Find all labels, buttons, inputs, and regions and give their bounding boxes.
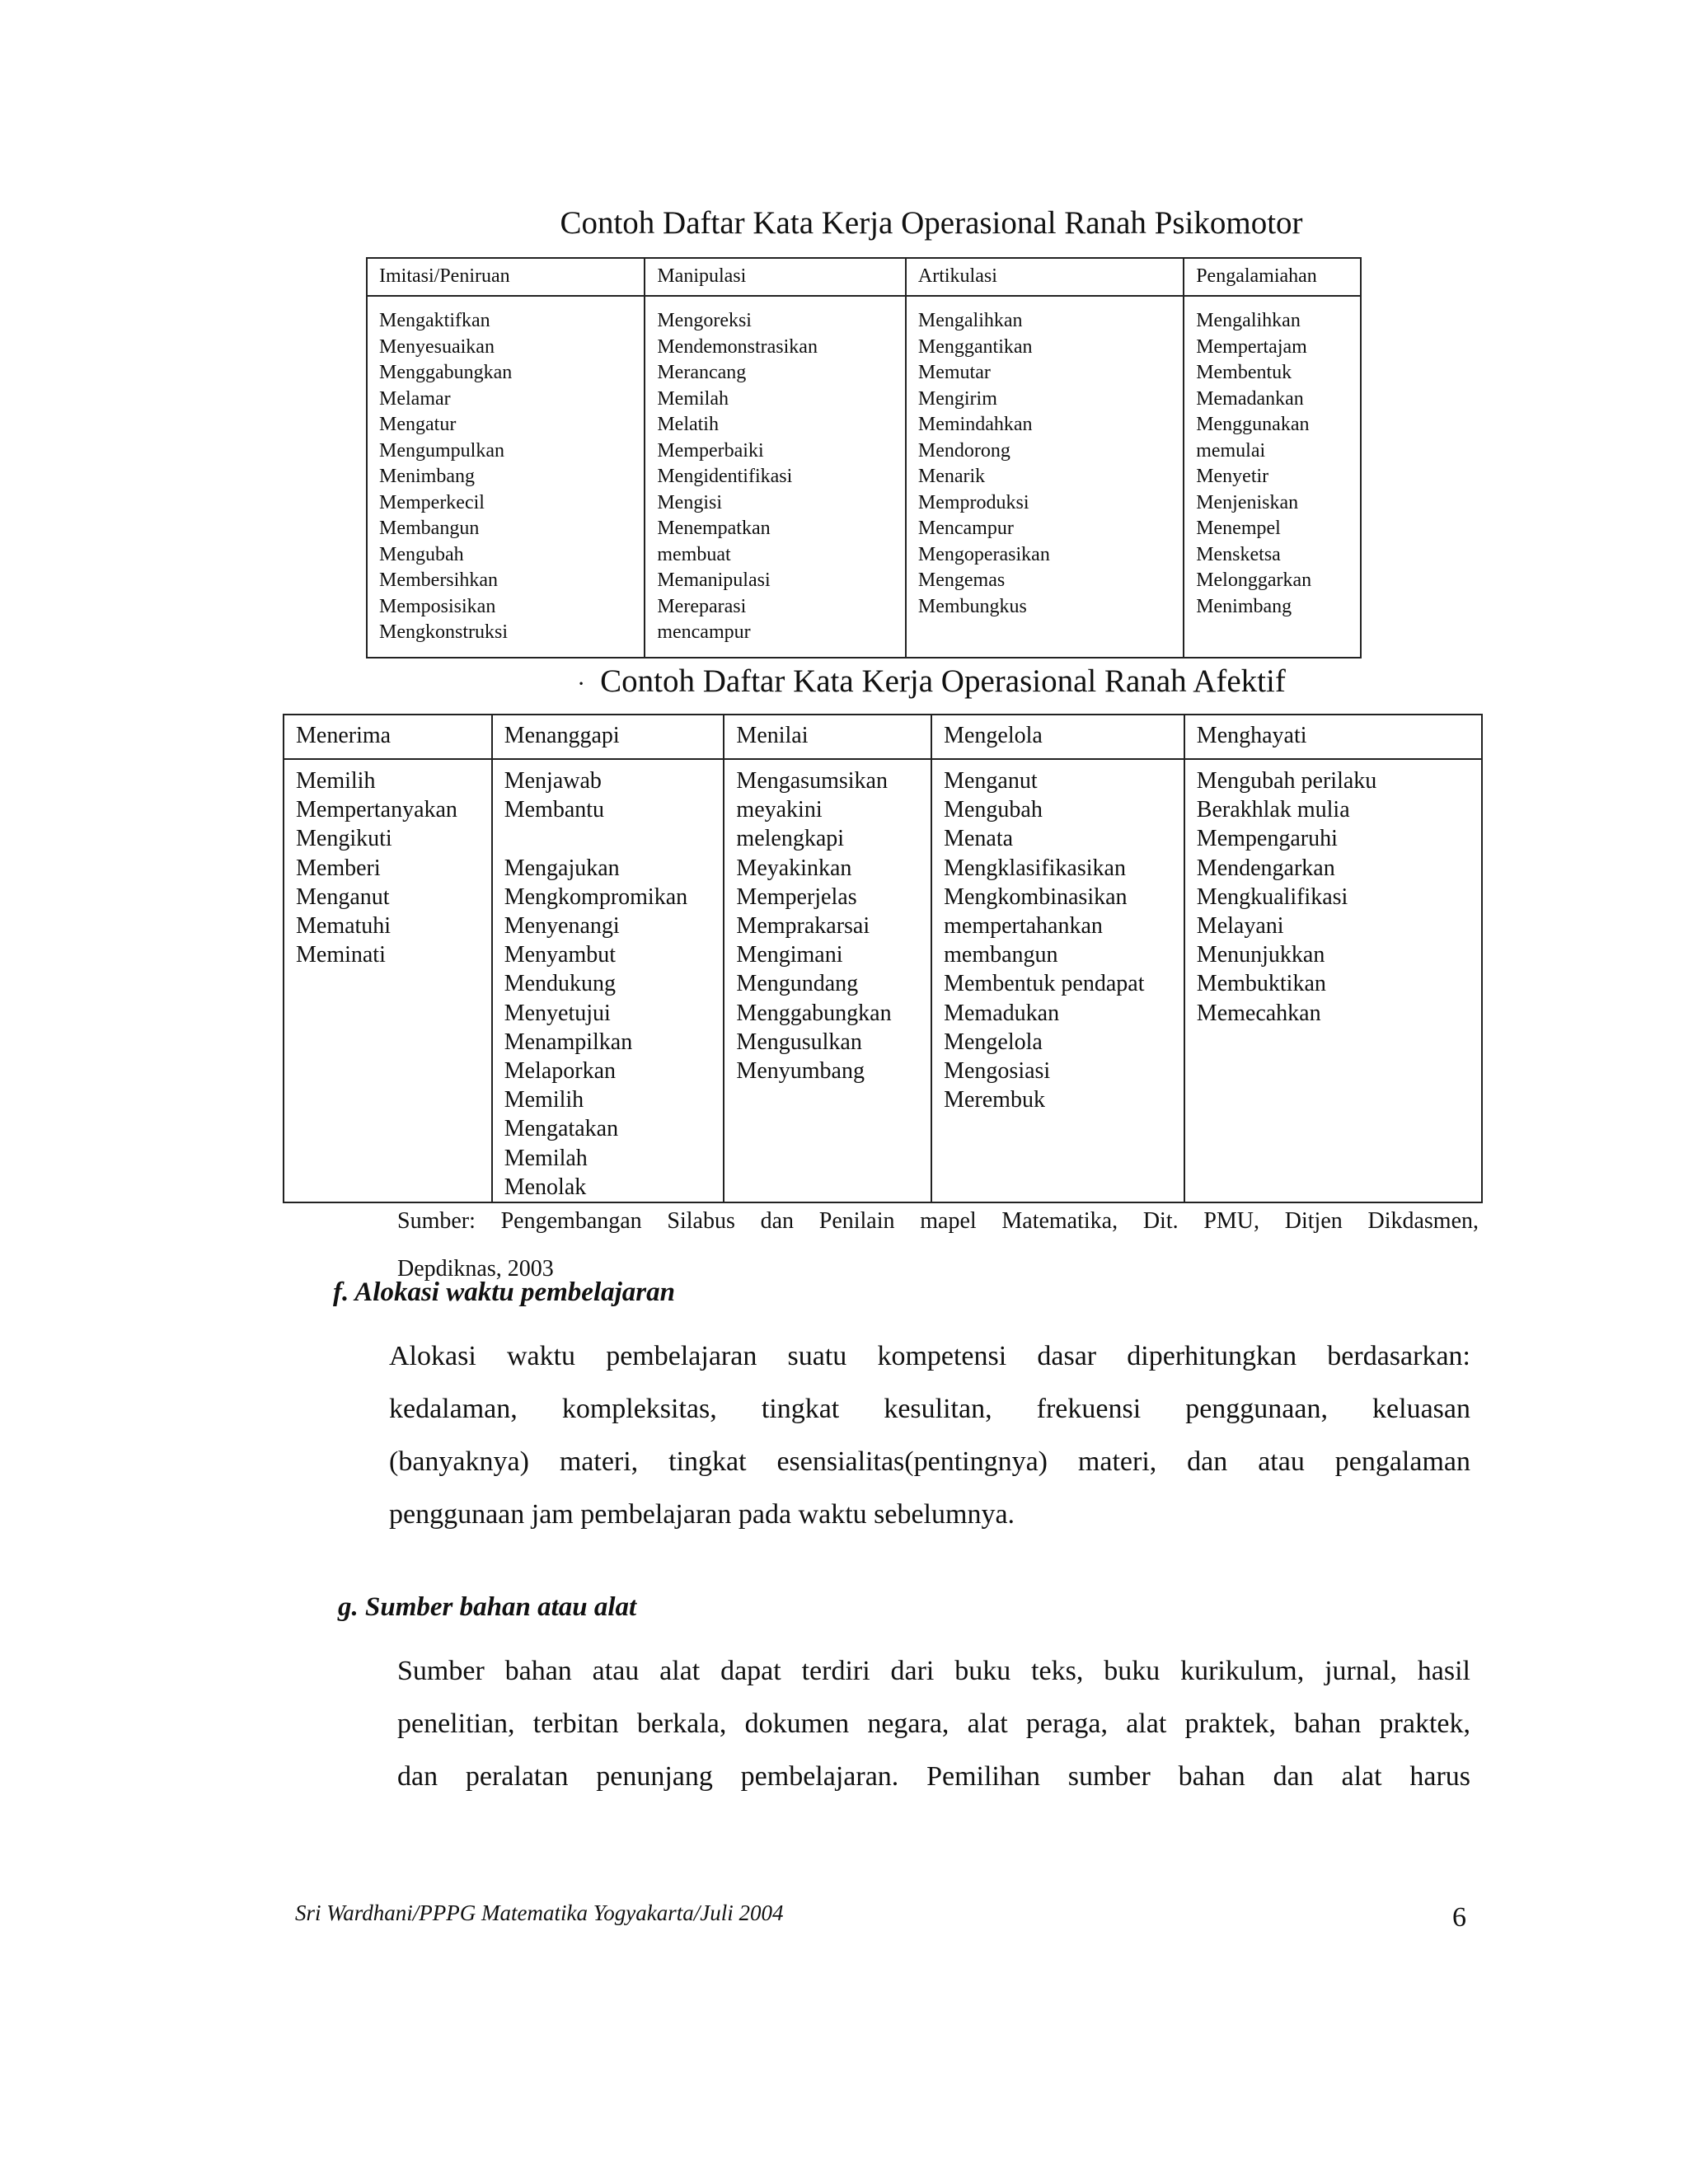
list-item: Membangun	[379, 518, 480, 539]
list-item: Memadankan	[1196, 387, 1304, 410]
list-item: Mengubah perilaku	[1196, 768, 1377, 794]
list-item: Mendukung	[504, 971, 617, 997]
list-item: meyakini	[736, 797, 823, 823]
list-item: melengkapi	[736, 826, 845, 852]
list-item: Membantu	[504, 797, 605, 823]
list-item: Meminati	[296, 942, 386, 968]
list-item: Menjeniskan	[1196, 491, 1299, 513]
list-item: Memposisikan	[379, 595, 496, 617]
list-item: Menimbang	[1196, 595, 1292, 617]
psikomotor-header-pengalamiahan: Pengalamiahan	[1184, 258, 1361, 296]
list-item: Melatih	[657, 414, 719, 435]
list-item: Memilah	[657, 387, 729, 410]
afektif-header-menanggapi: Menanggapi	[492, 715, 724, 759]
list-item: Berakhlak mulia	[1196, 797, 1350, 823]
afektif-col-mengelola	[931, 759, 1184, 1202]
afektif-col-menilai	[724, 759, 931, 1202]
list-item: Mencampur	[917, 518, 1014, 539]
psikomotor-table	[366, 257, 1362, 658]
list-item: Mempengaruhi	[1196, 826, 1338, 852]
list-item: Menggabungkan	[379, 362, 513, 383]
list-item: Membentuk pendapat	[944, 971, 1145, 997]
psikomotor-col-manipulasi	[645, 296, 906, 658]
list-item: Menampilkan	[504, 1029, 633, 1055]
list-item: Mempertanyakan	[296, 797, 457, 823]
list-item: Membersihkan	[379, 569, 498, 591]
paragraph-line: kedalaman, kompleksitas, tingkat kesulitan, frekuensi penggunaan, keluasan	[389, 1394, 1470, 1424]
psikomotor-col-imitasi	[367, 296, 645, 658]
list-item: Mengemas	[917, 569, 1006, 591]
paragraph-line: Alokasi waktu pembelajaran suatu kompetensi dasar diperhitungkan berdasarkan:	[389, 1341, 1470, 1371]
list-item: Memindahkan	[917, 414, 1033, 435]
list-item: Menimbang	[379, 466, 475, 487]
list-item: Menempel	[1196, 518, 1281, 539]
list-item: Memperjelas	[736, 883, 857, 910]
list-item: Mendemonstrasikan	[657, 335, 818, 358]
list-item: Mengumpulkan	[379, 439, 504, 462]
afektif-col-menanggapi	[492, 759, 724, 1202]
list-item: Memperkecil	[379, 491, 485, 513]
list-item: Membungkus	[917, 595, 1027, 617]
psikomotor-col-pengalamiahan	[1184, 296, 1361, 658]
list-item: mencampur	[657, 621, 751, 643]
list-item: Menganut	[944, 768, 1038, 794]
list-item: Menyenangi	[504, 913, 620, 939]
list-item: Mengkompromikan	[504, 883, 688, 910]
list-item: Merancang	[657, 362, 747, 383]
list-item: Mengubah	[944, 797, 1043, 823]
list-item: Mengaktifkan	[379, 310, 490, 331]
list-item: Mengkonstruksi	[379, 621, 508, 643]
section-g-heading: g. Sumber bahan atau alat	[338, 1592, 637, 1622]
list-item: Mengosiasi	[944, 1058, 1051, 1085]
list-item: Mengalihkan	[917, 310, 1023, 331]
section-g-paragraph	[397, 1645, 1470, 1803]
afektif-title-line	[0, 663, 1688, 700]
list-item: Mendengarkan	[1196, 855, 1335, 881]
list-item: Mengatur	[379, 414, 457, 435]
afektif-body-row	[284, 759, 1482, 1202]
list-item: Memilah	[504, 1145, 588, 1171]
psikomotor-title: Contoh Daftar Kata Kerja Operasional Ranah Psikomotor	[560, 205, 1303, 241]
list-item: Memproduksi	[917, 491, 1029, 513]
list-item: Menempatkan	[657, 518, 771, 539]
afektif-title: Contoh Daftar Kata Kerja Operasional Ranah Afektif	[600, 663, 1286, 699]
list-item: Mengisi	[657, 491, 722, 513]
afektif-table	[283, 714, 1483, 1203]
list-item: Melaporkan	[504, 1058, 617, 1085]
list-item: Menggunakan	[1196, 414, 1310, 435]
list-item: Menjawab	[504, 768, 602, 794]
list-item: Meyakinkan	[736, 855, 852, 881]
section-f-heading: f. Alokasi waktu pembelajaran	[333, 1277, 675, 1307]
list-item: Menarik	[917, 466, 986, 487]
list-item: Mengasumsikan	[736, 768, 888, 794]
list-item: Mengundang	[736, 971, 859, 997]
afektif-header-menerima: Menerima	[284, 715, 492, 759]
list-item: Memperbaiki	[657, 439, 764, 462]
list-item: Memutar	[917, 362, 991, 383]
list-item: Menyetujui	[504, 1000, 611, 1026]
list-item: Mengklasifikasikan	[944, 855, 1126, 881]
afektif-header-row	[284, 715, 1482, 759]
list-item: Memberi	[296, 855, 381, 881]
list-item: Mengubah	[379, 543, 464, 565]
list-item: membangun	[944, 942, 1058, 968]
blank-row	[504, 824, 724, 853]
psikomotor-header-imitasi: Imitasi/Peniruan	[367, 258, 645, 296]
footer-text: Sri Wardhani/PPPG Matematika Yogyakarta/Juli 2004	[295, 1900, 784, 1925]
list-item: Memilih	[296, 768, 376, 794]
paragraph-line: dan peralatan penunjang pembelajaran. Pemilihan sumber bahan dan alat harus	[397, 1761, 1470, 1792]
list-item: Mengimani	[736, 942, 843, 968]
list-item: Mengikuti	[296, 826, 392, 852]
paragraph-line: (banyaknya) materi, tingkat esensialitas(pentingnya) materi, dan atau pengalaman	[389, 1446, 1470, 1477]
source-line-1: Sumber: Pengembangan Silabus dan Penilain mapel Matematika, Dit. PMU, Ditjen Dikdasmen,	[397, 1208, 1479, 1234]
list-item: Menyesuaikan	[379, 335, 495, 358]
list-item: Memanipulasi	[657, 569, 771, 591]
list-item: Menyumbang	[736, 1058, 865, 1085]
paragraph-line: penelitian, terbitan berkala, dokumen negara, alat peraga, alat praktek, bahan praktek,	[397, 1708, 1470, 1739]
list-item: Menata	[944, 826, 1014, 852]
paragraph-line: Sumber bahan atau alat dapat terdiri dari buku teks, buku kurikulum, jurnal, hasil	[397, 1656, 1470, 1686]
list-item: Menggantikan	[917, 335, 1033, 358]
list-item: Memilih	[504, 1087, 584, 1113]
list-item: mempertahankan	[944, 913, 1103, 940]
list-item: Mengelola	[944, 1029, 1043, 1055]
list-item: Mengidentifikasi	[657, 466, 793, 487]
list-item: Melayani	[1196, 913, 1284, 940]
list-item: Mengusulkan	[736, 1029, 862, 1055]
afektif-header-mengelola: Mengelola	[931, 715, 1184, 759]
psikomotor-header-row	[367, 258, 1361, 296]
list-item: Mengkualifikasi	[1196, 883, 1348, 910]
psikomotor-body-row	[367, 296, 1361, 658]
list-item: Mereparasi	[657, 595, 747, 617]
list-item: memulai	[1196, 439, 1266, 462]
list-item: Menolak	[504, 1174, 587, 1200]
bullet-icon: ·	[577, 670, 586, 697]
list-item: membuat	[657, 543, 731, 565]
list-item: Mensketsa	[1196, 543, 1281, 565]
list-item: Mendorong	[917, 439, 1010, 462]
list-item: Membuktikan	[1196, 971, 1326, 997]
psikomotor-header-manipulasi: Manipulasi	[645, 258, 906, 296]
afektif-header-menghayati: Menghayati	[1184, 715, 1482, 759]
list-item: Melonggarkan	[1196, 569, 1312, 591]
list-item: Mengirim	[917, 387, 997, 410]
list-item: Mengalihkan	[1196, 310, 1301, 331]
list-item: Melamar	[379, 387, 451, 410]
list-item: Merembuk	[944, 1087, 1045, 1113]
psikomotor-header-artikulasi: Artikulasi	[906, 258, 1184, 296]
list-item: Membentuk	[1196, 362, 1292, 383]
list-item: Menyambut	[504, 942, 617, 968]
list-item: Mengoperasikan	[917, 543, 1050, 565]
afektif-col-menghayati	[1184, 759, 1482, 1202]
list-item: Mempertajam	[1196, 335, 1307, 358]
paragraph-line: penggunaan jam pembelajaran pada waktu sebelumnya.	[389, 1499, 1015, 1530]
section-f-paragraph	[389, 1330, 1470, 1541]
source-line-2: Depdiknas, 2003	[397, 1256, 554, 1282]
afektif-header-menilai: Menilai	[724, 715, 931, 759]
list-item: Mematuhi	[296, 913, 392, 940]
page-number: 6	[1452, 1902, 1466, 1933]
list-item: Memadukan	[944, 1000, 1060, 1026]
list-item: Mengoreksi	[657, 310, 752, 331]
list-item: Mengajukan	[504, 855, 620, 881]
list-item: Menyetir	[1196, 466, 1269, 487]
list-item: Mengatakan	[504, 1116, 619, 1142]
list-item: Menggabungkan	[736, 1000, 892, 1026]
list-item: Menganut	[296, 883, 390, 910]
afektif-col-menerima	[284, 759, 492, 1202]
psikomotor-col-artikulasi	[906, 296, 1184, 658]
list-item: Menunjukkan	[1196, 942, 1325, 968]
list-item: Mengkombinasikan	[944, 883, 1128, 910]
list-item: Memecahkan	[1196, 1000, 1321, 1026]
list-item: Memprakarsai	[736, 913, 870, 940]
